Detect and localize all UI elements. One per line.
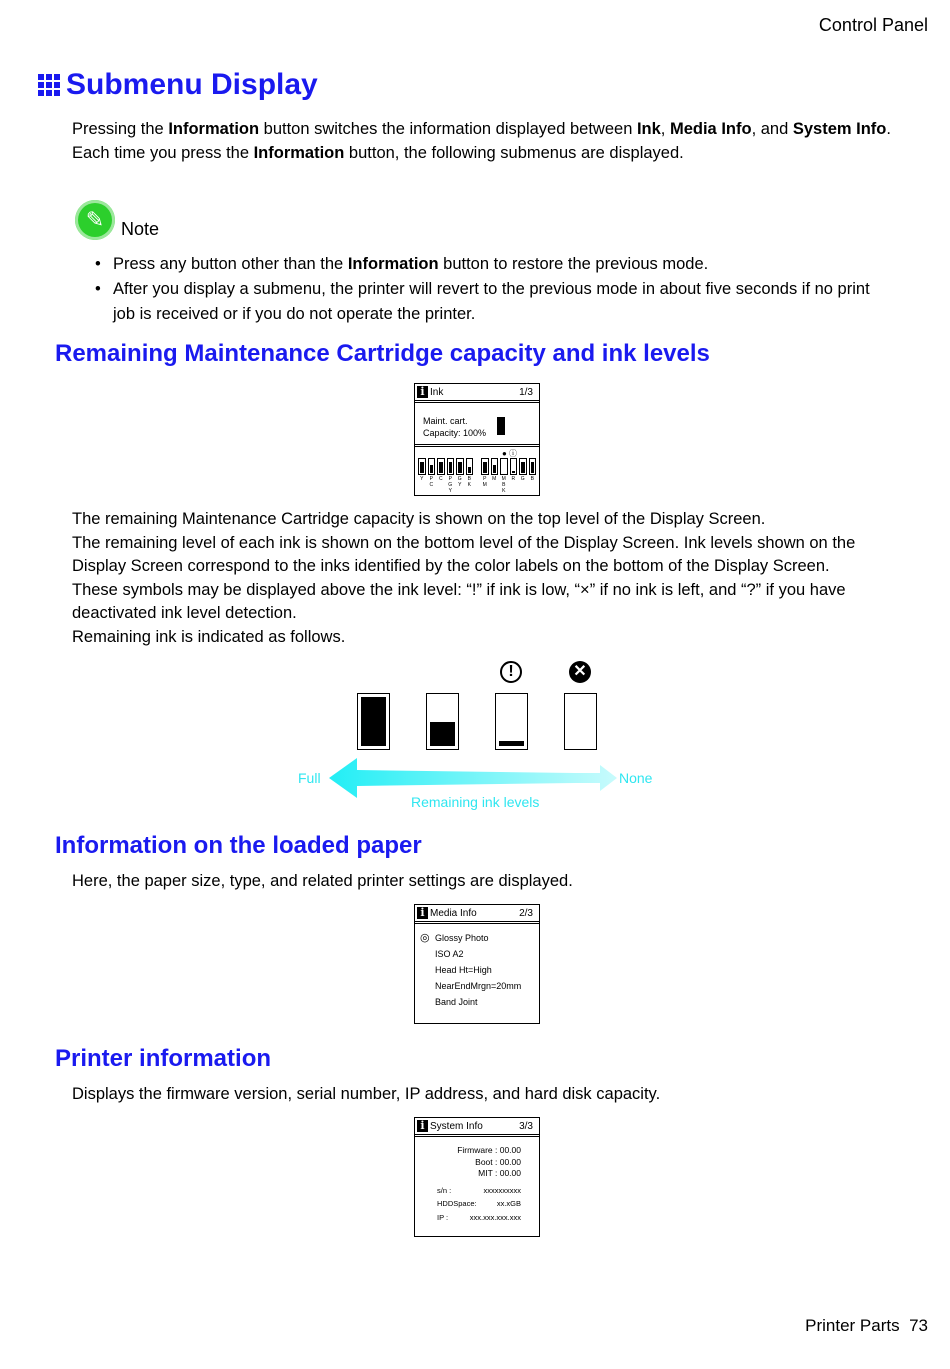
ink-color-label: B K	[467, 476, 471, 488]
system-info-screen: i System Info 3/3 Firmware : 00.00 Boot : 00.00 MIT : 00.00 s/n : xxxxxxxxxx HDDSpace: xx.xGB IP : xxx.xxx.xxx.xxx	[414, 1117, 540, 1237]
running-header: Control Panel	[818, 15, 928, 35]
ink-display-screen: i Ink 1/3 Maint. cart. Capacity: 100% ● ⓘ Y P C C P G Y G Y B K P M M M B K R G B	[414, 383, 540, 496]
diagram-caption: Remaining ink levels	[411, 794, 540, 810]
ink-level-bar	[481, 458, 489, 475]
ink-color-label: M B K	[501, 476, 506, 494]
info-icon: i	[417, 907, 428, 919]
ink-color-label: R	[511, 476, 516, 482]
ink-level-example	[357, 693, 390, 750]
section-heading: Remaining Maintenance Cartridge capacity and ink levels	[55, 340, 710, 367]
ink-low-warning-icon: !	[500, 661, 522, 683]
ink-color-label: P M	[482, 476, 487, 488]
ink-color-label: C	[438, 476, 443, 482]
ink-level-bar	[466, 458, 474, 475]
ink-level-bar	[418, 458, 426, 475]
ink-level-bar	[437, 458, 445, 475]
full-label: Full	[298, 770, 321, 786]
section-grid-icon	[38, 74, 60, 96]
note-header: ✎ Note	[75, 200, 159, 240]
none-label: None	[619, 770, 653, 786]
ink-color-label: P C	[429, 476, 434, 488]
info-icon: i	[417, 1120, 428, 1132]
info-icon: i	[417, 386, 428, 398]
ink-color-label: M	[492, 476, 497, 482]
ink-level-bar	[456, 458, 464, 475]
intro: Pressing the Information button switches the information displayed between Ink, Media Info, and System Info. Each time you press the Information button, the following submenus are displayed.	[72, 120, 891, 162]
section-heading: Printer information	[55, 1045, 272, 1072]
ink-color-label: G Y	[457, 476, 462, 488]
ink-level-bar	[491, 458, 499, 475]
ink-color-label: Y	[420, 476, 424, 482]
footer: Printer Parts 73	[805, 1316, 928, 1335]
ink-level-bar	[529, 458, 537, 475]
media-roll-icon: ◎	[420, 932, 430, 944]
pencil-note-icon: ✎	[75, 200, 115, 240]
ink-level-example	[495, 693, 528, 750]
ink-description: The remaining Maintenance Cartridge capacity is shown on the top level of the Display Screen. The remaining level of each ink is shown on the bottom level of the Display Screen. Ink levels shown on the Display Screen correspond to the inks identified by the color labels on the bottom of the Display Screen. These symbols may be displayed above the ink level: “!” if ink is low, “×” if no ink is left, and “?” if you have deactivated ink level detection. Remaining ink is indicated as follows.	[72, 510, 856, 646]
ink-level-bar	[500, 458, 508, 475]
ink-level-bar	[519, 458, 527, 475]
section-heading: Information on the loaded paper	[55, 832, 422, 859]
ink-color-label: P G Y	[448, 476, 453, 494]
ink-level-bar	[447, 458, 455, 475]
ink-color-label: G	[520, 476, 525, 482]
ink-level-example	[426, 693, 459, 750]
note-item: • After you display a submenu, the printer will revert to the previous mode in about five seconds if no print job is received or if you do not operate the printer.	[95, 277, 890, 327]
ink-level-bar	[428, 458, 436, 475]
ink-color-label: B	[530, 476, 534, 482]
ink-level-bar	[510, 458, 518, 475]
paragraph: Displays the firmware version, serial number, IP address, and hard disk capacity.	[72, 1085, 661, 1103]
media-info-screen: i Media Info 2/3 ◎ Glossy Photo ISO A2 Head Ht=High NearEndMrgn=20mm Band Joint	[414, 904, 540, 1024]
ink-empty-icon: ✕	[569, 661, 591, 683]
note-item: • Press any button other than the Information button to restore the previous mode.	[95, 252, 890, 277]
ink-level-example	[564, 693, 597, 750]
page-title: Submenu Display	[38, 68, 318, 102]
note-list	[95, 252, 890, 327]
paragraph: Here, the paper size, type, and related printer settings are displayed.	[72, 872, 573, 890]
maint-cart-gauge	[497, 417, 505, 435]
